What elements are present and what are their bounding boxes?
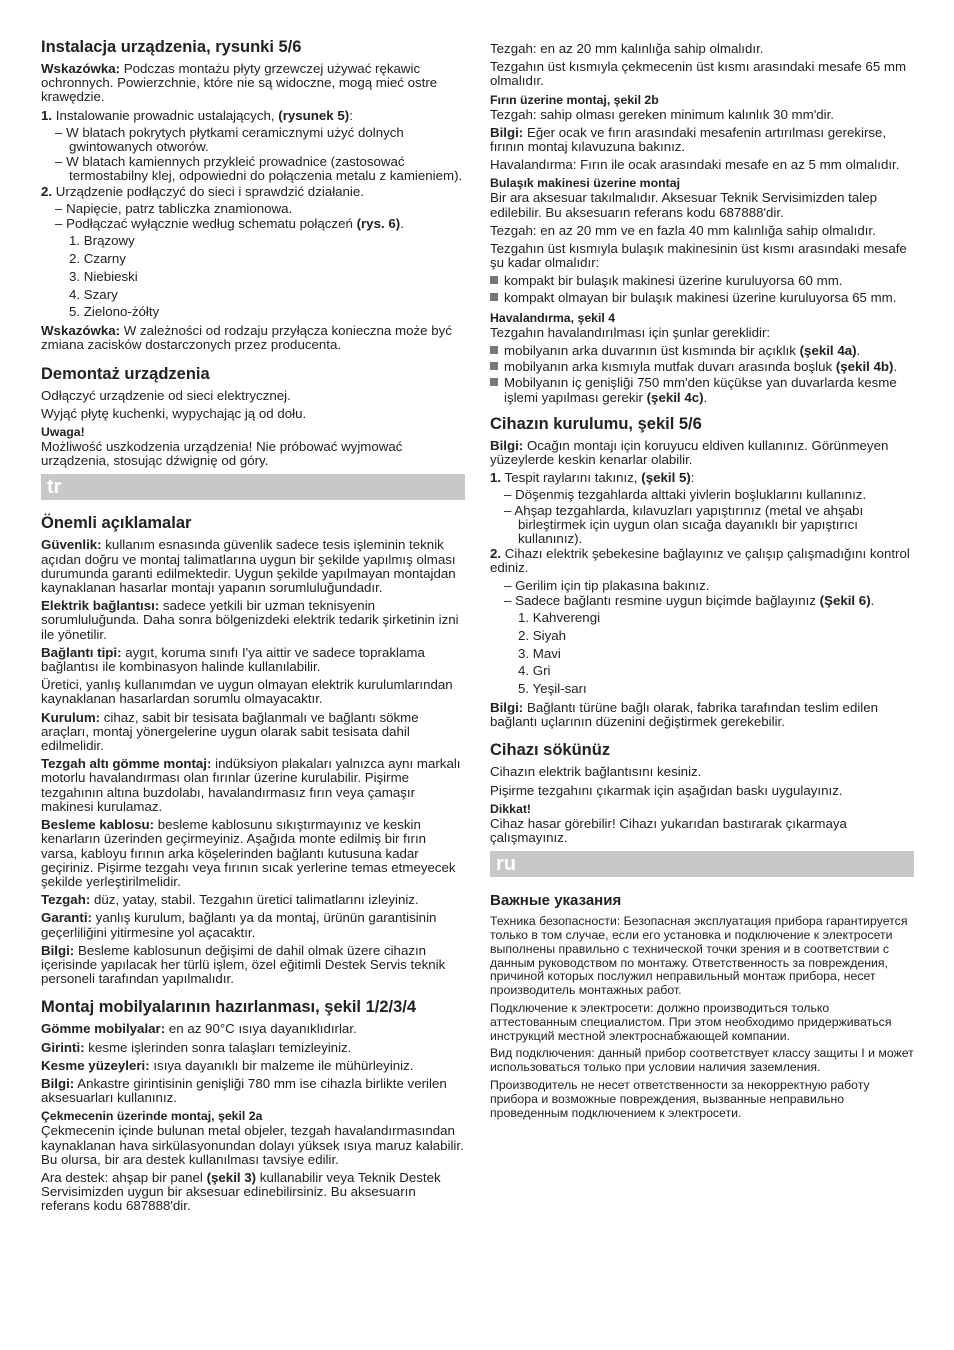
paragraph: Bilgi: Besleme kablosunun değişimi de dahil olmak üzere cihazın içerisinde yapılacak her türlü işlem, özel eğitimli Destek Servis teknik personeli tarafından yapılmalıdır. bbox=[41, 942, 446, 987]
paragraph: Tezgah altı gömme montaj: indüksiyon plakaları yalnızca aynı markalı motorlu havalandırması olan fırınlar üzerine kurulabilir. Pişirme tezgahının altına buzdolabı, havalandırmasız fırın veya çamaşır makinesi kurulamaz. bbox=[41, 756, 461, 814]
square-bullet-icon bbox=[490, 362, 498, 370]
paragraph: Elektrik bağlantısı: sadece yetkili bir uzman teknisyenin sorumluluğunda. Daha sonra bölgenizdeki elektrik tedarik şirketinin izni ile yönetilir. bbox=[41, 598, 459, 642]
heading-cekmece: Çekmecenin üzerinde montaj, şekil 2a bbox=[41, 1109, 263, 1124]
step-2: 2. Cihazı elektrik şebekesine bağlayınız ve çalışıp çalışmadığını kontrol ediniz. bbox=[490, 546, 910, 576]
heading-dikkat: Dikkat! bbox=[490, 801, 532, 816]
paragraph: Kurulum: cihaz, sabit bir tesisata bağlanmalı ve bağlantı sökme araçları, montaj yönergelerine uygun olarak sabit tesisata dahil edilmelidir. bbox=[41, 709, 419, 754]
paragraph: Производитель не несет ответственности за некорректную работу прибора и возможные повреждения, вызванные неправильно проведенным подключением к электросети. bbox=[490, 1078, 870, 1120]
paragraph: Havalandırma: Fırın ile ocak arasındaki mesafe en az 5 mm olmalıdır. bbox=[490, 157, 900, 173]
paragraph: Tezgahın havalandırılması için şunlar gereklidir: bbox=[490, 324, 771, 340]
list-item: 1. Brązowy bbox=[69, 233, 135, 249]
heading-kurulum: Cihazın kurulumu, şekil 5/6 bbox=[490, 414, 702, 433]
bullet-item: mobilyanın arka duvarının üst kısmında bir açıklık (şekil 4a). bbox=[490, 344, 914, 358]
paragraph: Możliwość uszkodzenia urządzenia! Nie próbować wyjmować urządzenia, stosując dźwignię od góry. bbox=[41, 439, 403, 469]
list-item: 5. Yeşil-sarı bbox=[518, 681, 587, 697]
paragraph: Garanti: yanlış kurulum, bağlantı ya da montaj, ürünün garantisinin geçerliliğini yitirmesine yol açacaktır. bbox=[41, 910, 437, 940]
language-band-ru: ru bbox=[490, 851, 914, 877]
paragraph: Kesme yüzeyleri: ısıya dayanıklı bir malzeme ile mühürleyiniz. bbox=[41, 1057, 414, 1073]
color-list bbox=[490, 609, 914, 698]
square-bullet-icon bbox=[490, 276, 498, 284]
paragraph: Bilgi: Bağlantı türüne bağlı olarak, fabrika tarafından teslim edilen bağlantı uçlarının düzenini değiştirmek gerekebilir. bbox=[490, 700, 879, 730]
paragraph: Bilgi: Ankastre girintisinin genişliği 780 mm ise cihazla birlikte verilen aksesuarları kullanınız. bbox=[41, 1075, 447, 1106]
heading-montaj: Montaj mobilyalarının hazırlanması, şekil 1/2/3/4 bbox=[41, 998, 417, 1017]
paragraph: Вид подключения: данный прибор соответствует классу защиты I и может использоваться только при условии наличия заземления. bbox=[490, 1046, 914, 1075]
heading-instalacja: Instalacja urządzenia, rysunki 5/6 bbox=[41, 38, 302, 56]
list-item: 4. Szary bbox=[69, 286, 118, 302]
paragraph: Cihazın elektrik bağlantısını kesiniz. bbox=[490, 764, 702, 780]
bullet-item: kompakt bir bulaşık makinesi üzerine kuruluyorsa 60 mm. bbox=[490, 274, 914, 288]
paragraph: Tezgah: en az 20 mm kalınlığa sahip olmalıdır. bbox=[490, 41, 764, 56]
paragraph: Cihaz hasar görebilir! Cihazı yukarıdan bastırarak çıkarmaya çalışmayınız. bbox=[490, 815, 847, 846]
square-bullet-icon bbox=[490, 346, 498, 354]
list-item: 2. Siyah bbox=[518, 627, 567, 643]
paragraph: Bağlantı tipi: aygıt, koruma sınıfı I'ya aittir ve sadece topraklama bağlantısı ile kombinasyon halinde kullanılabilir. bbox=[41, 644, 425, 675]
paragraph: Tezgah: sahip olması gereken minimum kalınlık 30 mm'dir. bbox=[490, 106, 834, 122]
language-band-tr: tr bbox=[41, 474, 465, 500]
paragraph: Güvenlik: kullanım esnasında güvenlik sadece tesis işleminin teknik açıdan doğru ve montaj talimatlarına uygun bir şekilde yapılmış olması durumunda garanti edilmektedir. Uygun şekilde yapılmayan montajdan kaynaklanan hasarlar montajı yapanın sorumluluğundadır. bbox=[41, 537, 456, 596]
dash-item: – Gerilim için tip plakasına bakınız. bbox=[504, 577, 710, 593]
dash-item: – Döşenmiş tezgahlarda alttaki yivlerin boşluklarını kullanınız. bbox=[504, 487, 867, 503]
paragraph: Bilgi: Eğer ocak ve fırın arasındaki mesafenin artırılması gerekirse, fırının montaj kılavuzuna bakınız. bbox=[490, 124, 887, 155]
step-1: 1. Tespit raylarını takınız, (şekil 5): bbox=[490, 470, 695, 486]
paragraph: Tezgahın üst kısmıyla çekmecenin üst kısmı arasındaki mesafe 65 mm olmalıdır. bbox=[490, 59, 907, 89]
square-bullet-icon bbox=[490, 378, 498, 386]
paragraph: Bilgi: Ocağın montajı için koruyucu eldiven kullanınız. Görünmeyen yüzeylerde keskin kenarlar olabilir. bbox=[490, 437, 889, 468]
bullet-item: kompakt olmayan bir bulaşık makinesi üzerine kuruluyorsa 65 mm. bbox=[490, 291, 914, 305]
heading-uwaga: Uwaga! bbox=[41, 425, 85, 440]
heading-havalandirma: Havalandırma, şekil 4 bbox=[490, 310, 616, 325]
heading-vazhnye: Важные указания bbox=[490, 892, 622, 910]
heading-sokunuz: Cihazı sökünüz bbox=[490, 741, 611, 760]
paragraph: Girinti: kesme işlerinden sonra talaşları temizleyiniz. bbox=[41, 1039, 352, 1055]
list-item: 4. Gri bbox=[518, 663, 551, 679]
right-column bbox=[490, 42, 914, 1124]
dash-item: – W blatach kamiennych przykleić prowadnice (zastosować termostabilny klej, odpowiedni do połączenia metalu z kamieniem). bbox=[55, 154, 463, 184]
list-item: 1. Kahverengi bbox=[518, 610, 601, 626]
heading-firin: Fırın üzerine montaj, şekil 2b bbox=[490, 92, 659, 107]
list-item: 3. Niebieski bbox=[69, 268, 138, 284]
left-column bbox=[41, 38, 465, 1218]
paragraph: Техника безопасности: Безопасная эксплуатация прибора гарантируется только в том случае, если его установка и подключение к электросети выполнены правильно с технической точки зрения и в соответствии с данным руководством по монтажу. Ответственность за повреждения, причиной которых послужил неправильный монтаж прибора, несет производитель монтажных работ. bbox=[490, 914, 908, 998]
paragraph: Pişirme tezgahını çıkarmak için aşağıdan baskı uygulayınız. bbox=[490, 782, 843, 798]
dash-item: – Napięcie, patrz tabliczka znamionowa. bbox=[55, 200, 293, 216]
paragraph: Gömme mobilyalar: en az 90°C ısıya dayanıklıdırlar. bbox=[41, 1021, 357, 1037]
list-item: 5. Zielono-żółty bbox=[69, 304, 160, 320]
paragraph: Besleme kablosu: besleme kablosunu sıkıştırmayınız ve keskin kenarların üzerinden geçirmeyiniz. Aşağıda monte edilmiş bir fırın varsa, kabloyu fırının arka köşelerinden bağlantı kutusuna kadar geçiriniz. Pişirme tezgahı veya fırının sıcak yerlerine temas etmeyecek şekilde yerleştirilmelidir. bbox=[41, 817, 456, 889]
bullet-item: mobilyanın arka kısmıyla mutfak duvarı arasında boşluk (şekil 4b). bbox=[490, 360, 914, 374]
paragraph: Tezgah: düz, yatay, stabil. Tezgahın üretici talimatlarını izleyiniz. bbox=[41, 892, 419, 908]
paragraph: Ara destek: ahşap bir panel (şekil 3) kullanabilir veya Teknik Destek Servisimizden uygun bir aksesuar edinebilirsiniz. Bu aksesuarın referans kodu 687888'dir. bbox=[41, 1169, 441, 1214]
paragraph: Tezgah: en az 20 mm ve en fazla 40 mm kalınlığa sahip olmalıdır. bbox=[490, 222, 876, 238]
square-bullet-icon bbox=[490, 293, 498, 301]
list-item: 3. Mavi bbox=[518, 645, 561, 661]
paragraph: Odłączyć urządzenie od sieci elektrycznej. bbox=[41, 387, 291, 403]
paragraph: Çekmecenin içinde bulunan metal objeler, tezgah havalandırmasından kaynaklanan hava sirkülasyonundan dolayı yüksek ısıya maruz kalabilir. Bu olursa, bir ara destek kullanılması tavsiye edilir. bbox=[41, 1123, 464, 1167]
heading-onemli: Önemli açıklamalar bbox=[41, 514, 192, 533]
step-1: 1. Instalowanie prowadnic ustalających, (rysunek 5): bbox=[41, 107, 353, 123]
paragraph: Üretici, yanlış kullanımdan ve uygun olmayan elektrik kurulumlarından kaynaklanan hasarlardan sorumlu olmayacaktır. bbox=[41, 677, 453, 707]
note-paragraph: Wskazówka: W zależności od rodzaju przyłącza konieczna może być zmiana zacisków dostarczonych przez producenta. bbox=[41, 323, 452, 353]
heading-demontaz: Demontaż urządzenia bbox=[41, 364, 210, 383]
step-2: 2. Urządzenie podłączyć do sieci i sprawdzić działanie. bbox=[41, 183, 364, 199]
dash-item: – Sadece bağlantı resmine uygun biçimde bağlayınız (Şekil 6). bbox=[504, 592, 875, 608]
dash-item: – Podłączać wyłącznie według schematu połączeń (rys. 6). bbox=[55, 216, 404, 232]
dash-item: – W blatach pokrytych płytkami ceramicznymi użyć dolnych gwintowanych otworów. bbox=[55, 124, 404, 155]
heading-bulasik: Bulaşık makinesi üzerine montaj bbox=[490, 176, 680, 191]
paragraph: Bir ara aksesuar takılmalıdır. Aksesuar Teknik Servisimizden talep edilebilir. Bu aksesuarın referans kodu 687888'dir. bbox=[490, 190, 878, 220]
list-item: 2. Czarny bbox=[69, 251, 126, 267]
note-paragraph: Wskazówka: Podczas montażu płyty grzewczej używać rękawic ochronnych. Powierzchnie, które nie są widoczne, mogą mieć ostre krawędzie. bbox=[41, 61, 438, 105]
color-list bbox=[41, 232, 465, 321]
paragraph: Tezgahın üst kısmıyla bulaşık makinesinin üst kısmı arasındaki mesafe şu kadar olmalıdır: bbox=[490, 241, 907, 271]
bullet-item: Mobilyanın iç genişliği 750 mm'den küçükse yan duvarlarda kesme işlemi yapılması gerekir (şekil 4c). bbox=[490, 376, 914, 404]
paragraph: Подключение к электросети: должно производиться только аттестованным специалистом. При этом необходимо придерживаться инструкций местной электроснабжающей компании. bbox=[490, 1001, 892, 1043]
dash-item: – Ahşap tezgahlarda, kılavuzları yapıştırınız (metal ve ahşabı birleştirmek için uygun olan sıcağa dayanıklı bir yapıştırıcı kullanınız). bbox=[504, 502, 864, 547]
paragraph: Wyjąć płytę kuchenki, wypychając ją od dołu. bbox=[41, 405, 307, 421]
